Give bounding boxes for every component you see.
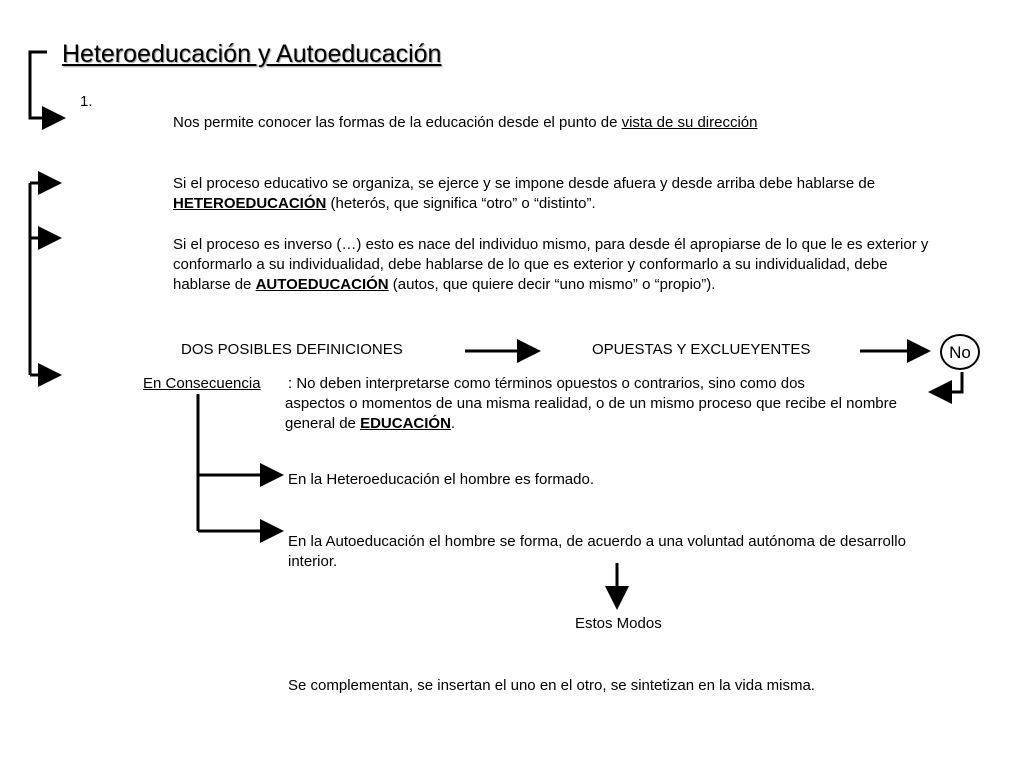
auto-text-after: (autos, que quiere decir “uno mismo” o “propio”). xyxy=(388,276,716,293)
modes-label: Estos Modos xyxy=(575,615,662,632)
heteroeducacion-statement: En la Heteroeducación el hombre es formado. xyxy=(288,471,595,488)
title-bracket-arrow xyxy=(30,52,60,118)
conclusion-statement: Se complementan, se insertan el uno en el otro, se sintetizan en la vida misma. xyxy=(288,677,815,694)
no-return-arrow xyxy=(934,372,962,392)
hetero-term: HETEROEDUCACIÓN xyxy=(173,195,327,212)
hetero-text-before: Si el proceso educativo se organiza, se ejerce y se impone desde afuera y desde arriba debe hablarse de xyxy=(173,175,876,192)
consequence-label: En Consecuencia xyxy=(143,375,261,392)
no-bubble: No xyxy=(940,334,980,370)
intro-underlined: vista de su dirección xyxy=(621,114,758,131)
autoeducacion-paragraph xyxy=(173,235,943,295)
definitions-label: DOS POSIBLES DEFINICIONES xyxy=(181,341,403,358)
consequence-first-line: : No deben interpretarse como términos opuestos o contrarios, sino como dos xyxy=(288,375,805,392)
educacion-term: EDUCACIÓN xyxy=(360,415,451,432)
consequence-text: aspectos o momentos de una misma realidad, o de un mismo proceso que recibe el nombre general de xyxy=(285,395,897,432)
consequence-end: . xyxy=(450,415,456,432)
consequence-paragraph xyxy=(285,394,930,434)
page-title: Heteroeducación y Autoeducación xyxy=(62,40,442,68)
auto-term: AUTOEDUCACIÓN xyxy=(255,276,389,293)
heteroeducacion-paragraph xyxy=(173,174,903,214)
intro-paragraph xyxy=(173,113,758,133)
hetero-text-after: (heterós, que significa “otro” o “distinto”. xyxy=(326,195,596,212)
autoeducacion-statement: En la Autoeducación el hombre se forma, de acuerdo a una voluntad autónoma de desarrollo interior. xyxy=(288,533,906,570)
intro-text: Nos permite conocer las formas de la educación desde el punto de xyxy=(173,114,622,131)
opposed-label: OPUESTAS Y EXCLUEYENTES xyxy=(592,341,811,358)
auto-text-before: Si el proceso es inverso (…) esto es nace del individuo mismo, para desde él apropiarse de lo que le es exterior y conformarlo a su individualidad, debe hablarse de lo que es exterior y conformarlo a su individualidad, debe hablarse de xyxy=(173,236,929,293)
item-number: 1. xyxy=(80,93,93,110)
